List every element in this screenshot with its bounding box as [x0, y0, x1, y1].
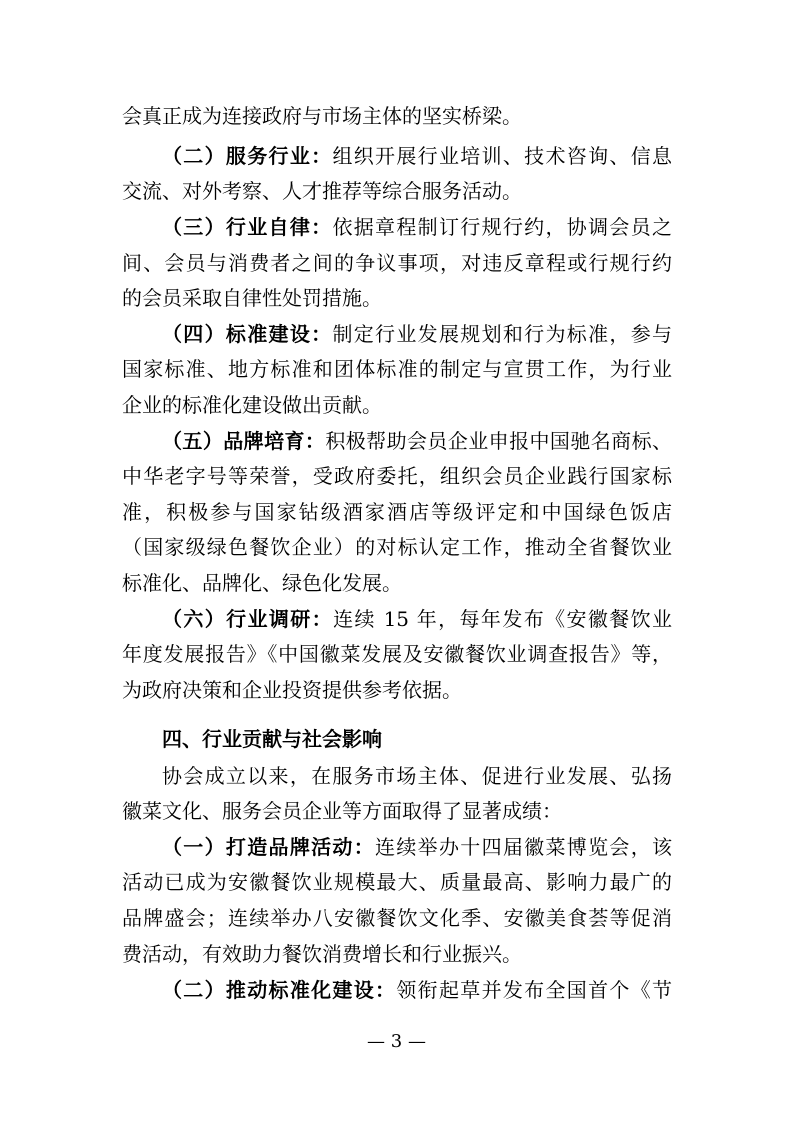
item-label: （六）行业调研： [162, 607, 334, 631]
line-text: 年度发展报告》《中国徽菜发展及安徽餐饮业调查报告》等， [122, 642, 672, 666]
line-text: 准，积极参与国家钻级酒家酒店等级评定和中国绿色饭店 [122, 500, 672, 524]
line-text: 连续举办十四届徽菜博览会，该 [375, 835, 673, 859]
paragraph-line [122, 355, 672, 383]
paragraph-line [162, 142, 672, 170]
line-text: 领衔起草并发布全国首个《节 [396, 978, 673, 1002]
paragraph-line [122, 868, 672, 896]
item-label: （五）品牌培育： [162, 429, 326, 453]
line-text: 为政府决策和企业投资提供参考依据。 [122, 678, 462, 702]
paragraph-line [122, 462, 672, 490]
item-label: （四）标准建设： [162, 322, 333, 346]
paragraph-line [122, 940, 672, 968]
line-text: 费活动，有效助力餐饮消费增长和行业振兴。 [122, 942, 522, 966]
paragraph-line [122, 102, 672, 130]
paragraph-line [162, 605, 672, 633]
paragraph-line [162, 427, 672, 455]
paragraph-line [122, 391, 672, 419]
line-text: 依据章程制订行规行约，协调会员之 [332, 215, 673, 239]
line-text: 中华老字号等荣誉，受政府委托，组织会员企业践行国家标 [122, 464, 672, 488]
line-text: 的会员采取自律性处罚措施。 [122, 286, 382, 310]
heading-text: 四、行业贡献与社会影响 [162, 727, 382, 751]
item-label: （一）打造品牌活动： [162, 835, 376, 859]
paragraph-line [122, 797, 672, 825]
paragraph-line [162, 320, 672, 348]
paragraph-line [122, 676, 672, 704]
paragraph-line [122, 284, 672, 312]
item-label: （二）推动标准化建设： [162, 978, 397, 1002]
paragraph-line [122, 569, 672, 597]
line-text: 组织开展行业培训、技术咨询、信息 [332, 144, 673, 168]
item-label: （二）服务行业： [162, 144, 333, 168]
line-text: （国家级绿色餐饮企业）的对标认定工作，推动全省餐饮业 [122, 535, 672, 559]
line-text: 间、会员与消费者之间的争议事项，对违反章程或行规行约 [122, 251, 672, 275]
line-text: 会真正成为连接政府与市场主体的坚实桥梁。 [122, 104, 522, 128]
line-text: 徽菜文化、服务会员企业等方面取得了显著成绩： [122, 799, 562, 823]
line-text: 企业的标准化建设做出贡献。 [122, 393, 382, 417]
line-text: 标准化、品牌化、绿色化发展。 [122, 571, 402, 595]
line-text: 积极帮助会员企业申报中国驰名商标、 [325, 429, 673, 453]
paragraph-line [122, 249, 672, 277]
section-heading [162, 725, 672, 753]
paragraph-line [122, 498, 672, 526]
paragraph-line [162, 833, 672, 861]
line-text: 制定行业发展规划和行为标准，参与 [332, 322, 673, 346]
line-text: 协会成立以来，在服务市场主体、促进行业发展、弘扬 [162, 764, 672, 788]
paragraph-line [162, 213, 672, 241]
line-text: 国家标准、地方标准和团体标准的制定与宣贯工作，为行业 [122, 357, 672, 381]
item-label: （三）行业自律： [162, 215, 333, 239]
line-text: 连续 15 年，每年发布《安徽餐饮业 [333, 607, 672, 631]
paragraph-line [122, 904, 672, 932]
paragraph-line [122, 177, 672, 205]
paragraph-line [122, 640, 672, 668]
paragraph-line [162, 976, 672, 1004]
line-text: 活动已成为安徽餐饮业规模最大、质量最高、影响力最广的 [122, 870, 672, 894]
line-text: 品牌盛会；连续举办八安徽餐饮文化季、安徽美食荟等促消 [122, 906, 672, 930]
paragraph-line [162, 762, 672, 790]
page-number: — 3 — [367, 1031, 426, 1052]
line-text: 交流、对外考察、人才推荐等综合服务活动。 [122, 179, 522, 203]
paragraph-line [122, 533, 672, 561]
